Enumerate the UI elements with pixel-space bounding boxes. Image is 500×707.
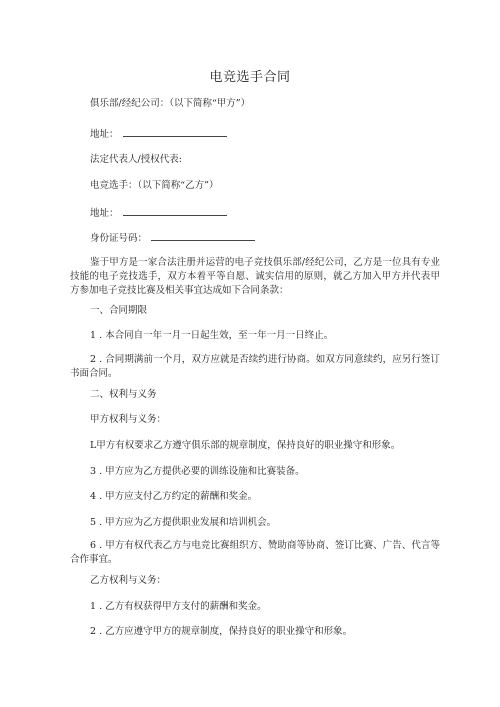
section-heading-term: 一、合同期限 (90, 305, 148, 316)
id-number-label: 身份证号码： (90, 233, 148, 244)
party-a-clause-1: L甲方有权要求乙方遵守俱乐部的规章制度，保持良好的职业操守和形象。 (90, 440, 401, 451)
party-b-rights-heading: 乙方权利与义务： (90, 575, 167, 586)
party-a-address-field (123, 126, 227, 137)
party-a-clause-6: 6 . 甲方有权代表乙方与电竞比赛组织方、赞助商等协商、签订比赛、广告、代言等合作事宜。 (70, 540, 440, 565)
section-heading-rights: 二、权利与义务 (90, 389, 157, 400)
id-number-row (90, 230, 255, 245)
party-b-line: 电竞选手：（以下简称“乙方”） (90, 180, 219, 191)
term-clause-2: 2 . 合同期满前一个月，双方应就是否续约进行协商。如双方同意续约，应另行签订书面合同。 (70, 354, 440, 379)
party-a-clause-4: 4 . 甲方应支付乙方约定的薪酬和奖金。 (90, 491, 258, 502)
party-a-address-row (90, 126, 227, 141)
term-clause-1: 1 . 本合同自一年一月一日起生效，至一年一月一日终止。 (90, 330, 334, 341)
representative-label: 法定代表人/授权代表: (90, 154, 182, 165)
id-number-field (151, 230, 255, 241)
party-a-clause-5: 5 . 甲方应为乙方提供职业发展和培训机会。 (90, 517, 277, 528)
party-b-address-row (90, 205, 227, 220)
party-a-address-label: 地址： (90, 129, 119, 140)
party-a-rights-heading: 甲方权利与义务： (90, 414, 167, 425)
preamble-paragraph: 鉴于甲方是一家合法注册并运营的电子竞技俱乐部/经纪公司，乙方是一位具有专业技能的电子竞技选手，双方本着平等自愿、诚实信用的原则，就乙方加入甲方并代表甲方参加电子竞技比赛及相关事宜达成如下合同条款： (70, 257, 440, 296)
party-b-address-field (123, 205, 227, 216)
party-b-clause-2: 2 . 乙方应遵守甲方的规章制度，保持良好的职业操守和形象。 (90, 626, 353, 637)
party-a-clause-3: 3 . 甲方应为乙方提供必要的训练设施和比赛装备。 (90, 466, 305, 477)
party-b-address-label: 地址： (90, 208, 119, 219)
party-a-line: 俱乐部/经纪公司：（以下简称“甲方”） (90, 98, 251, 109)
party-b-clause-1: 1 . 乙方有权获得甲方支付的薪酬和奖金。 (90, 601, 267, 612)
page-title: 电竞选手合同 (209, 70, 291, 85)
